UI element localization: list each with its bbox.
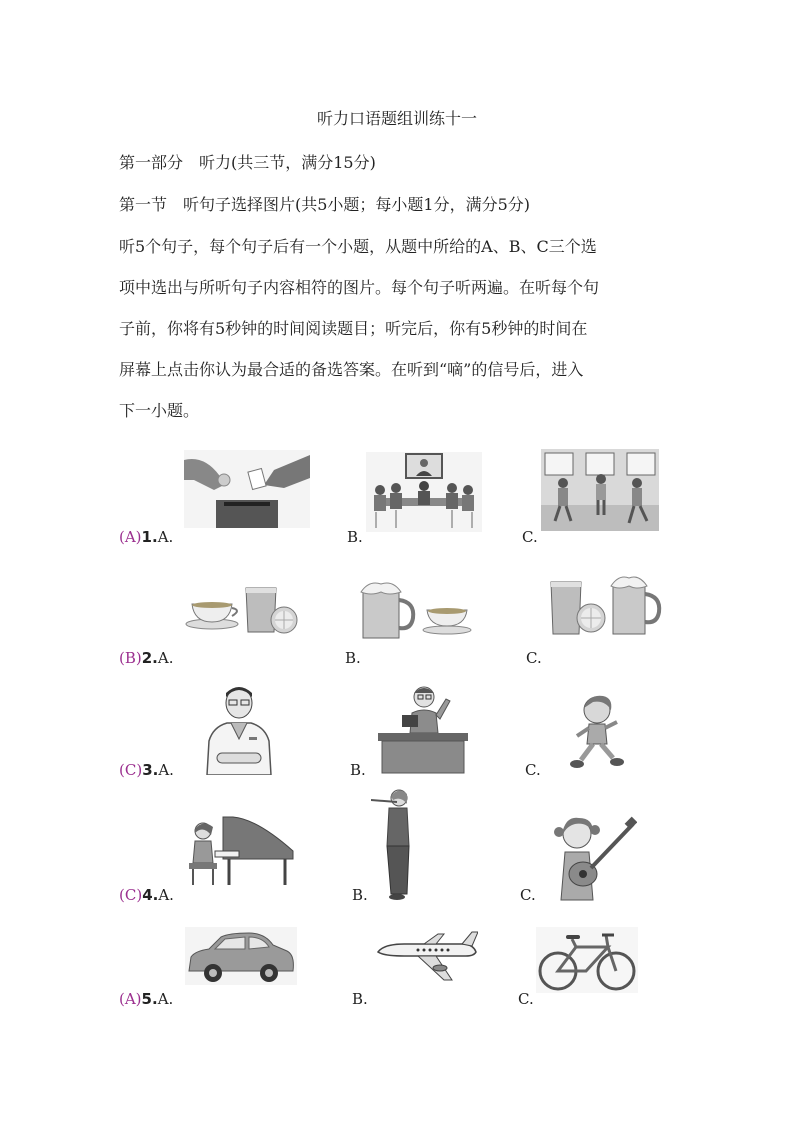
option-a-label[interactable]: A.	[157, 649, 174, 667]
beer-tea-image[interactable]	[359, 578, 473, 642]
instruction-line: 子前，你将有5秒钟的时间阅读题目；听完后，你有5秒钟的时间在	[119, 319, 588, 338]
option-a-label[interactable]: A.	[158, 761, 174, 779]
question-number: 3.	[142, 761, 159, 779]
question-5-label	[119, 990, 173, 1008]
students-image[interactable]	[541, 449, 659, 531]
option-b-label[interactable]: B.	[352, 886, 368, 904]
answer: (A)	[119, 528, 142, 546]
instructions	[119, 226, 679, 431]
juice-beer-image[interactable]	[547, 572, 663, 638]
answer: (C)	[119, 886, 143, 904]
doctor-image[interactable]	[203, 683, 275, 775]
question-number: 1.	[141, 528, 158, 546]
bicycle-image[interactable]	[536, 927, 638, 993]
page-title: 听力口语题组训练十一	[316, 109, 477, 128]
question-number: 5.	[141, 990, 158, 1008]
option-a-label[interactable]: A.	[157, 528, 174, 546]
question-number: 2.	[141, 649, 158, 667]
part-heading: 第一部分 听力(共三节，满分15分)	[119, 153, 376, 172]
question-3-label	[119, 761, 174, 779]
question-number: 4.	[142, 886, 159, 904]
flute-image[interactable]	[371, 786, 417, 902]
question-2-label	[119, 649, 173, 667]
instruction-line: 屏幕上点击你认为最合适的备选答案。在听到“嘀”的信号后，进入	[119, 360, 584, 379]
instruction-line: 听5个句子，每个句子后有一个小题，从题中所给的A、B、C三个选	[119, 237, 597, 256]
donation-image[interactable]	[184, 450, 310, 528]
option-c-label[interactable]: C.	[520, 886, 536, 904]
tea-juice-image[interactable]	[184, 578, 300, 636]
option-b-label[interactable]: B.	[352, 990, 368, 1008]
option-c-label[interactable]: C.	[526, 649, 542, 667]
option-b-label[interactable]: B.	[347, 528, 363, 546]
meeting-image[interactable]	[366, 452, 482, 532]
option-c-label[interactable]: C.	[522, 528, 538, 546]
piano-image[interactable]	[185, 815, 295, 887]
teacher-image[interactable]	[376, 683, 470, 775]
question-1-label	[119, 528, 173, 546]
section-heading: 第一节 听句子选择图片(共5小题；每小题1分，满分5分)	[119, 195, 531, 214]
option-c-label[interactable]: C.	[525, 761, 541, 779]
option-c-label[interactable]: C.	[518, 990, 534, 1008]
option-b-label[interactable]: B.	[345, 649, 361, 667]
instruction-line: 项中选出与所听句子内容相符的图片。每个句子听两遍。在听每个句	[119, 278, 600, 297]
car-image[interactable]	[185, 927, 297, 985]
running-boy-image[interactable]	[567, 692, 625, 776]
answer: (B)	[119, 649, 142, 667]
option-a-label[interactable]: A.	[158, 886, 174, 904]
option-a-label[interactable]: A.	[157, 990, 174, 1008]
guitar-image[interactable]	[547, 812, 637, 902]
option-b-label[interactable]: B.	[350, 761, 366, 779]
instruction-line: 下一小题。	[119, 401, 200, 420]
answer: (C)	[119, 761, 143, 779]
airplane-image[interactable]	[374, 928, 478, 984]
answer: (A)	[119, 990, 142, 1008]
question-4-label	[119, 886, 174, 904]
